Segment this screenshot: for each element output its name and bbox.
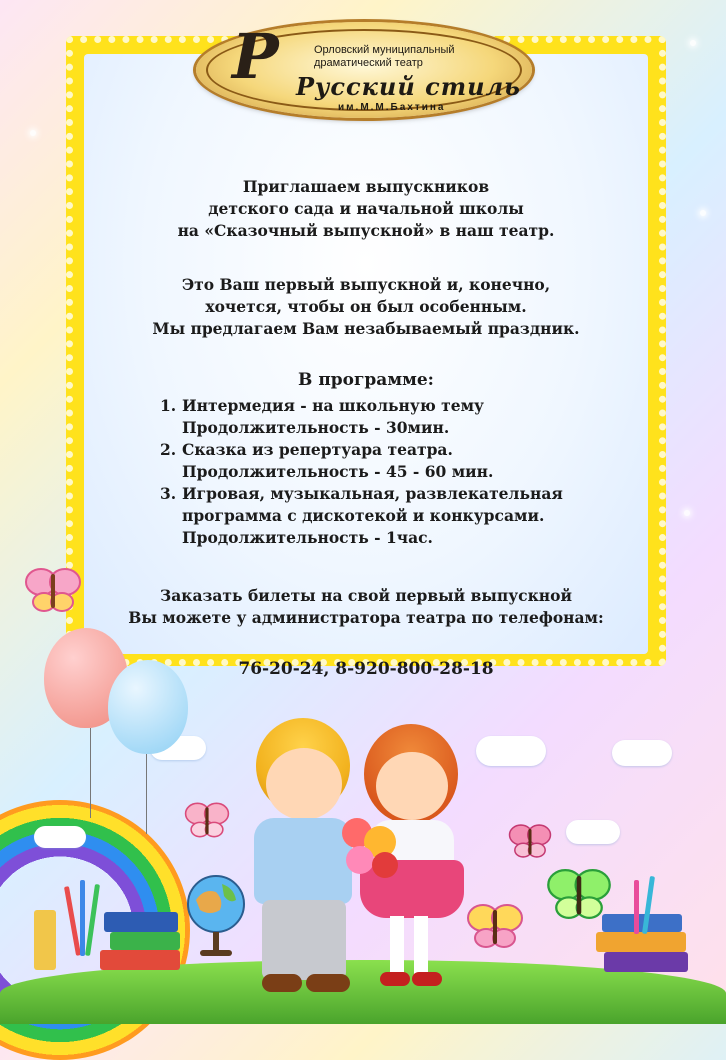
girl-shoe: [412, 972, 442, 986]
girl-face: [376, 752, 448, 820]
book-icon: [34, 910, 56, 970]
program-item: [160, 395, 630, 439]
intro-line: Мы предлагаем Вам незабываемый праздник.: [152, 319, 580, 338]
cloud-icon: [34, 826, 86, 848]
booking-block: [84, 585, 648, 629]
theatre-logo: [196, 22, 532, 118]
book-icon: [604, 952, 688, 972]
sparkle-icon: [684, 510, 690, 516]
sparkle-icon: [700, 210, 706, 216]
butterfly-icon: [466, 902, 524, 950]
balloon-string: [90, 728, 91, 818]
pencil-icon: [634, 880, 639, 934]
butterfly-icon: [24, 566, 82, 614]
logo-organization: [314, 44, 514, 70]
invitation-line: на «Сказочный выпускной» в наш театр.: [177, 221, 555, 240]
intro-block: [84, 274, 648, 340]
cloud-icon: [566, 820, 620, 844]
flower-icon: [372, 852, 398, 878]
invitation-block: [84, 176, 648, 242]
program-item-number: 1.: [160, 396, 177, 415]
butterfly-icon: [508, 822, 552, 860]
cloud-icon: [476, 736, 546, 766]
balloon-icon: [108, 660, 188, 754]
program-item-title: Игровая, музыкальная, развлекательная: [182, 484, 563, 503]
girl-shoe: [380, 972, 410, 986]
book-icon: [104, 912, 178, 932]
logo-subtitle: им.М.М.Бахтина: [338, 102, 446, 113]
invitation-line: Приглашаем выпускников: [242, 177, 490, 196]
booking-line: Вы можете у администратора театра по телефонам:: [128, 608, 604, 627]
boy-shoe: [306, 974, 350, 992]
program-item-number: 2.: [160, 440, 177, 459]
boy-trousers: [262, 900, 346, 980]
book-icon: [110, 932, 180, 950]
boy-shoe: [262, 974, 302, 992]
intro-line: Это Ваш первый выпускной и, конечно,: [181, 275, 551, 294]
program-list: [160, 395, 630, 549]
program-item-duration: Продолжительность - 1час.: [182, 528, 433, 547]
program-item-title: Интермедия - на школьную тему: [182, 396, 484, 415]
program-item-duration: Продолжительность - 45 - 60 мин.: [182, 462, 494, 481]
book-icon: [596, 932, 686, 952]
cloud-icon: [612, 740, 672, 766]
program-heading: В программе:: [298, 370, 434, 390]
butterfly-icon: [184, 800, 230, 840]
booking-line: Заказать билеты на свой первый выпускной: [160, 586, 572, 605]
program-item-duration: Продолжительность - 30мин.: [182, 418, 450, 437]
program-item: [160, 483, 630, 549]
sparkle-icon: [690, 40, 696, 46]
pencil-icon: [80, 880, 85, 956]
logo-theatre-name: Русский стиль: [296, 72, 521, 101]
invitation-line: детского сада и начальной школы: [208, 199, 524, 218]
sparkle-icon: [30, 130, 36, 136]
program-item-title: Сказка из репертуара театра.: [182, 440, 453, 459]
logo-org-line1: Орловский муниципальный: [314, 44, 455, 56]
content-panel: [84, 54, 648, 654]
globe-icon: [182, 870, 250, 962]
program-item: [160, 439, 630, 483]
program-heading-block: [84, 369, 648, 391]
flower-icon: [346, 846, 374, 874]
book-icon: [100, 950, 180, 970]
logo-monogram: Р: [232, 20, 279, 93]
boy-face: [266, 748, 342, 820]
girl-leg: [390, 916, 404, 974]
butterfly-icon: [546, 866, 612, 922]
balloon-string: [146, 754, 147, 834]
program-item-detail: программа с дискотекой и конкурсами.: [182, 506, 545, 525]
program-item-number: 3.: [160, 484, 177, 503]
logo-org-line2: драматический театр: [314, 57, 423, 69]
boy-shirt: [254, 818, 352, 904]
intro-line: хочется, чтобы он был особенным.: [205, 297, 527, 316]
phone-numbers: 76-20-24, 8-920-800-28-18: [238, 659, 494, 679]
girl-leg: [414, 916, 428, 974]
